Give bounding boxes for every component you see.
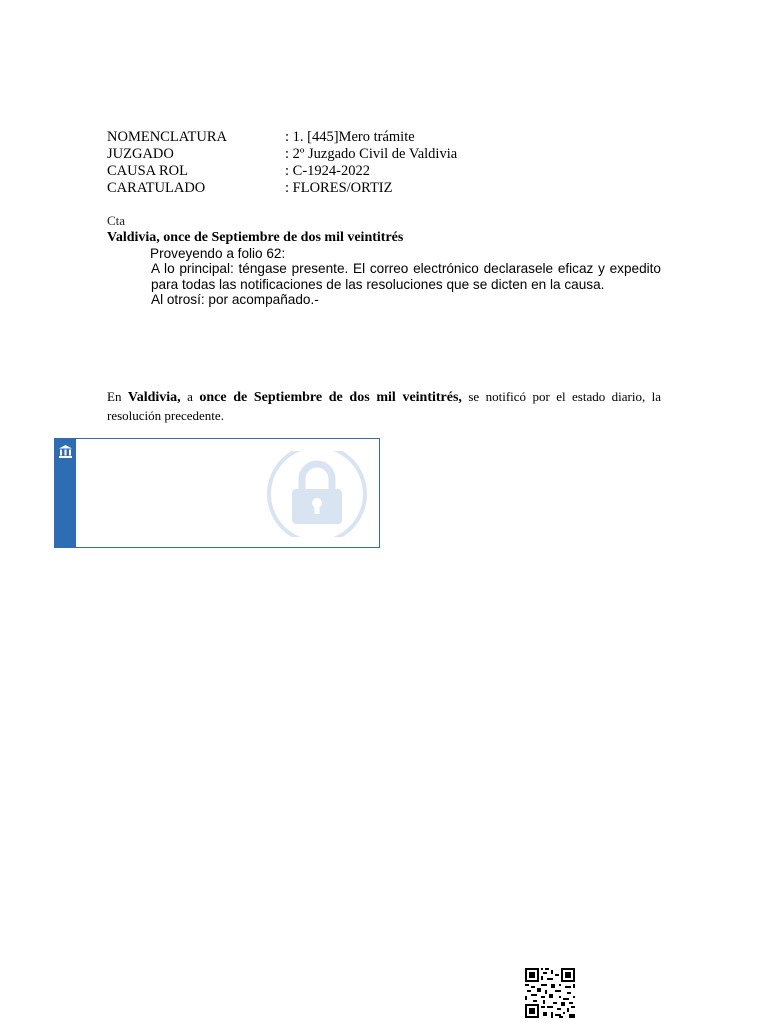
header-value: : FLORES/ORTIZ <box>285 180 393 196</box>
header-row-caratulado <box>107 180 457 197</box>
notification-a: a <box>187 389 193 404</box>
header-value: : 1. [445]Mero trámite <box>285 129 415 145</box>
header-row-juzgado <box>107 146 457 163</box>
header-value: : 2º Juzgado Civil de Valdivia <box>285 146 458 162</box>
header-label: CAUSA ROL <box>107 163 188 179</box>
resolution-body <box>151 246 661 308</box>
signature-stamp <box>54 438 380 548</box>
resolution-date-line: Valdivia, once de Septiembre de dos mil veintitrés <box>107 230 404 245</box>
padlock-icon <box>267 451 367 537</box>
resolution-intro: Proveyendo a folio 62: <box>150 246 286 261</box>
notification-suffix: se notificó por el estado diario, la resolución precedente. <box>107 389 662 423</box>
notification-paragraph <box>107 388 661 425</box>
header-label: NOMENCLATURA <box>107 129 228 145</box>
stamp-sidebar <box>55 439 76 547</box>
header-row-nomenclatura <box>107 129 457 146</box>
header-value: : C-1924-2022 <box>285 163 370 179</box>
qr-code-icon <box>525 968 575 1018</box>
notification-prefix: En <box>107 389 122 404</box>
header-label: JUZGADO <box>107 146 174 162</box>
notification-city: Valdivia, <box>127 390 181 405</box>
header-label: CARATULADO <box>107 180 206 196</box>
notification-date: once de Septiembre de dos mil veintitrés, <box>199 390 462 405</box>
resolution-principal: A lo principal: téngase presente. El correo electrónico declarasele eficaz y expedito para todas las notificaciones de las resoluciones que se dicten en la causa. <box>151 261 661 292</box>
resolution-otrosi: Al otrosí: por acompañado.- <box>151 292 319 308</box>
header-row-causa-rol <box>107 163 457 180</box>
case-header-table <box>107 129 457 197</box>
court-building-icon <box>58 444 73 459</box>
clerk-initials: Cta <box>107 213 126 228</box>
